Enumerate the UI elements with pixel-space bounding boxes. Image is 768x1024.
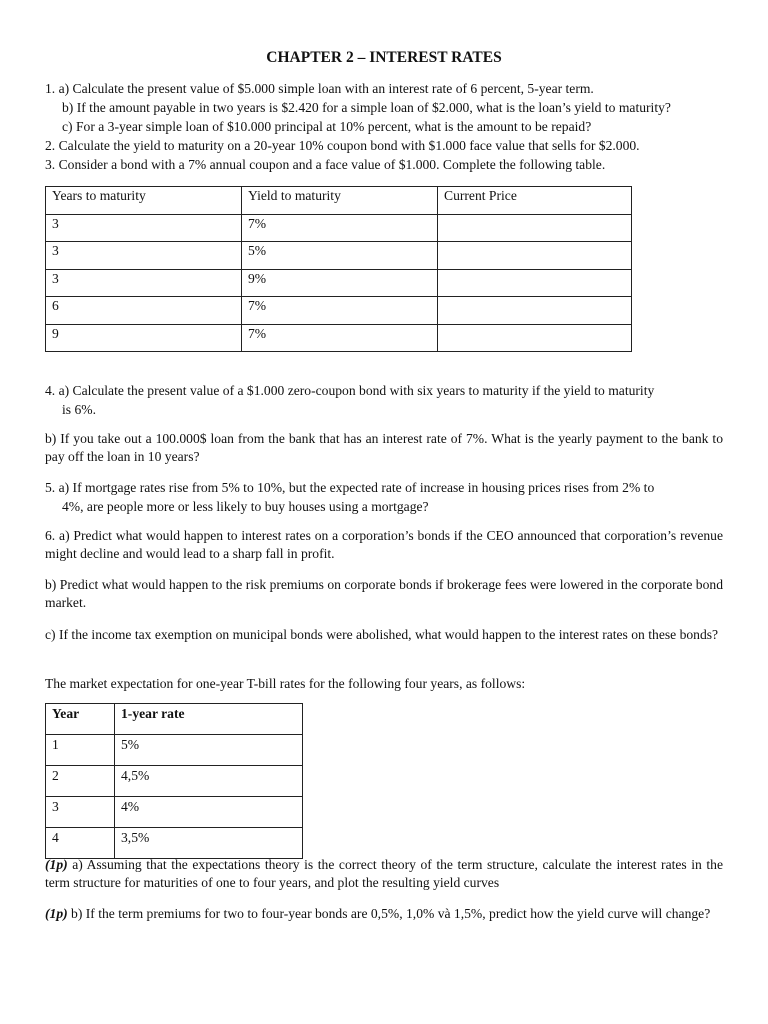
column-header: Current Price xyxy=(438,187,632,215)
column-header: Yield to maturity xyxy=(242,187,438,215)
question-1c: c) For a 3-year simple loan of $10.000 principal at 10% percent, what is the amount to be repaid? xyxy=(62,119,592,134)
question-1b: b) If the amount payable in two years is $2.420 for a simple loan of $2.000, what is the loan’s yield to maturity? xyxy=(62,100,671,115)
table-row xyxy=(46,828,303,859)
table-cell xyxy=(438,214,632,242)
question-6c: c) If the income tax exemption on municipal bonds were abolished, what would happen to the interest rates on these bonds? xyxy=(45,627,719,642)
column-header: 1-year rate xyxy=(115,704,303,735)
page-title: CHAPTER 2 – INTEREST RATES xyxy=(266,49,502,66)
table-header-row xyxy=(46,704,303,735)
question-4a-line1: 4. a) Calculate the present value of a $1.000 zero-coupon bond with six years to maturity if the yield to maturity xyxy=(45,383,655,398)
table-row xyxy=(46,242,632,270)
table-row xyxy=(46,735,303,766)
question-6a: 6. a) Predict what would happen to interest rates on a corporation’s bonds if the CEO announced that corporation’s revenue might decline and would lead to a sharp fall in profit. xyxy=(45,528,723,561)
table-cell: 6 xyxy=(46,297,242,325)
table-cell: 3,5% xyxy=(115,828,303,859)
table-cell: 3 xyxy=(46,214,242,242)
table-row xyxy=(46,297,632,325)
table-row xyxy=(46,324,632,352)
question-5-line1: 5. a) If mortgage rates rise from 5% to 10%, but the expected rate of increase in housing prices rises from 2% to xyxy=(45,480,655,495)
bond-price-table xyxy=(45,186,632,352)
table-cell xyxy=(438,242,632,270)
table-cell xyxy=(438,269,632,297)
column-header: Years to maturity xyxy=(46,187,242,215)
question-5-line2: 4%, are people more or less likely to buy houses using a mortgage? xyxy=(62,499,429,514)
question-part-a-text: a) Assuming that the expectations theory is the correct theory of the term structure, calculate the interest rates in the term structure for maturities of one to four years, and plot the resulting yield curves xyxy=(45,857,723,890)
table-cell: 7% xyxy=(242,297,438,325)
question-4a-line2: is 6%. xyxy=(62,402,96,417)
points-label: (1p) xyxy=(45,906,68,921)
question-6b: b) Predict what would happen to the risk premiums on corporate bonds if brokerage fees were lowered in the corporate bond market. xyxy=(45,577,723,610)
question-4b: b) If you take out a 100.000$ loan from the bank that has an interest rate of 7%. What is the yearly payment to the bank to pay off the loan in 10 years? xyxy=(45,431,723,464)
table-cell: 5% xyxy=(115,735,303,766)
table-cell xyxy=(438,297,632,325)
question-part-a xyxy=(45,856,723,892)
table-row xyxy=(46,797,303,828)
table-cell: 4% xyxy=(115,797,303,828)
table-cell: 4,5% xyxy=(115,766,303,797)
table-cell: 7% xyxy=(242,214,438,242)
table-cell: 3 xyxy=(46,269,242,297)
question-3: 3. Consider a bond with a 7% annual coupon and a face value of $1.000. Complete the following table. xyxy=(45,157,606,172)
table-cell: 9 xyxy=(46,324,242,352)
tbill-intro: The market expectation for one-year T-bill rates for the following four years, as follows: xyxy=(45,676,526,691)
question-part-b-text: b) If the term premiums for two to four-year bonds are 0,5%, 1,0% và 1,5%, predict how the yield curve will change? xyxy=(67,906,711,921)
points-label: (1p) xyxy=(45,857,68,872)
table-cell: 4 xyxy=(46,828,115,859)
question-2: 2. Calculate the yield to maturity on a 20-year 10% coupon bond with $1.000 face value that sells for $2.000. xyxy=(45,138,640,153)
table-row xyxy=(46,766,303,797)
table-cell: 3 xyxy=(46,797,115,828)
question-part-b xyxy=(45,905,723,923)
table-cell: 9% xyxy=(242,269,438,297)
table-header-row xyxy=(46,187,632,215)
table-cell: 7% xyxy=(242,324,438,352)
table-cell: 2 xyxy=(46,766,115,797)
table-cell: 3 xyxy=(46,242,242,270)
question-1a: 1. a) Calculate the present value of $5.000 simple loan with an interest rate of 6 percent, 5-year term. xyxy=(45,81,594,96)
table-cell: 5% xyxy=(242,242,438,270)
column-header: Year xyxy=(46,704,115,735)
table-row xyxy=(46,269,632,297)
tbill-rate-table xyxy=(45,703,303,859)
table-cell: 1 xyxy=(46,735,115,766)
table-row xyxy=(46,214,632,242)
table-cell xyxy=(438,324,632,352)
